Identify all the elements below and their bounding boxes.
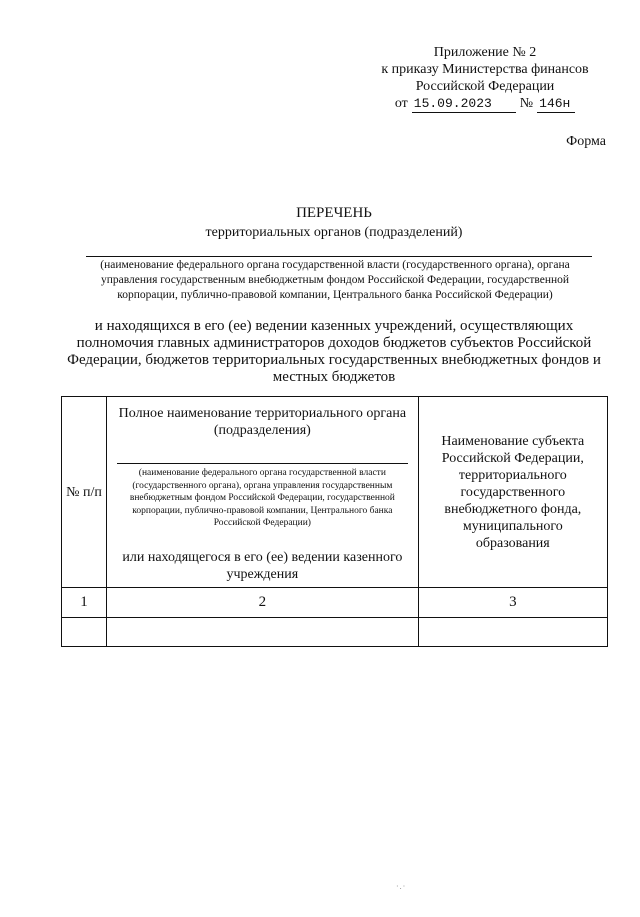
title-subheading: территориальных органов (подразделений) [205, 225, 463, 240]
form-label: Форма [566, 134, 606, 149]
order-number: 146н [537, 95, 575, 113]
appendix-order-ref: к приказу Министерства финансов [381, 62, 589, 77]
order-date: 15.09.2023 [412, 95, 516, 113]
from-label: от [394, 96, 408, 111]
scan-artifact: ·.· [396, 882, 407, 891]
empty-cell[interactable] [62, 618, 107, 647]
column-number-3: 3 [418, 588, 607, 618]
title-heading: ПЕРЕЧЕНЬ [296, 205, 372, 221]
number-label: № [519, 96, 534, 111]
header-full-name [107, 397, 419, 588]
document-title [60, 204, 608, 242]
appendix-header [360, 44, 610, 113]
empty-cell[interactable] [107, 618, 419, 647]
column-number-2: 2 [107, 588, 419, 618]
header-subject-name: Наименование субъекта Российской Федерации, территориального государственного внебюджетного фонда, муниципального образования [418, 397, 607, 588]
fill-in-line [86, 256, 592, 257]
appendix-ministry: Российской Федерации [415, 79, 555, 94]
table-numbering-row [62, 588, 608, 618]
header-full-name-main: Полное наименование территориального органа (подразделения) [118, 406, 407, 438]
table-header-row [62, 397, 608, 588]
appendix-number: Приложение № 2 [433, 45, 537, 60]
header-full-name-note: (наименование федерального органа государственной власти (государственного органа), органа управления государственным внебюджетным фондом Российской Федерации, государственной корпорации, публично-правовой компании, Центрального банка Российской Федерации) [129, 468, 395, 528]
header-fill-line [117, 463, 408, 464]
fill-in-note: (наименование федерального органа государственной власти (государственного органа), органа управления государственным внебюджетным фондом Российской Федерации, государственной корпорации, публично-правовой компании, Центрального банка Российской Федерации) [100, 259, 570, 301]
column-number-1: 1 [62, 588, 107, 618]
empty-cell[interactable] [418, 618, 607, 647]
territorial-bodies-table [61, 396, 608, 647]
document-subtitle: и находящихся в его (ее) ведении казенных учреждений, осуществляющих полномочия главных администраторов доходов бюджетов субъектов Российской Федерации, бюджетов территориальных государственных внебюджетных фондов и местных бюджетов [67, 318, 601, 385]
appendix-dateline [360, 95, 610, 113]
header-number: № п/п [62, 397, 107, 588]
table-row [62, 618, 608, 647]
header-full-name-tail: или находящегося в его (ее) ведении казенного учреждения [122, 550, 403, 582]
